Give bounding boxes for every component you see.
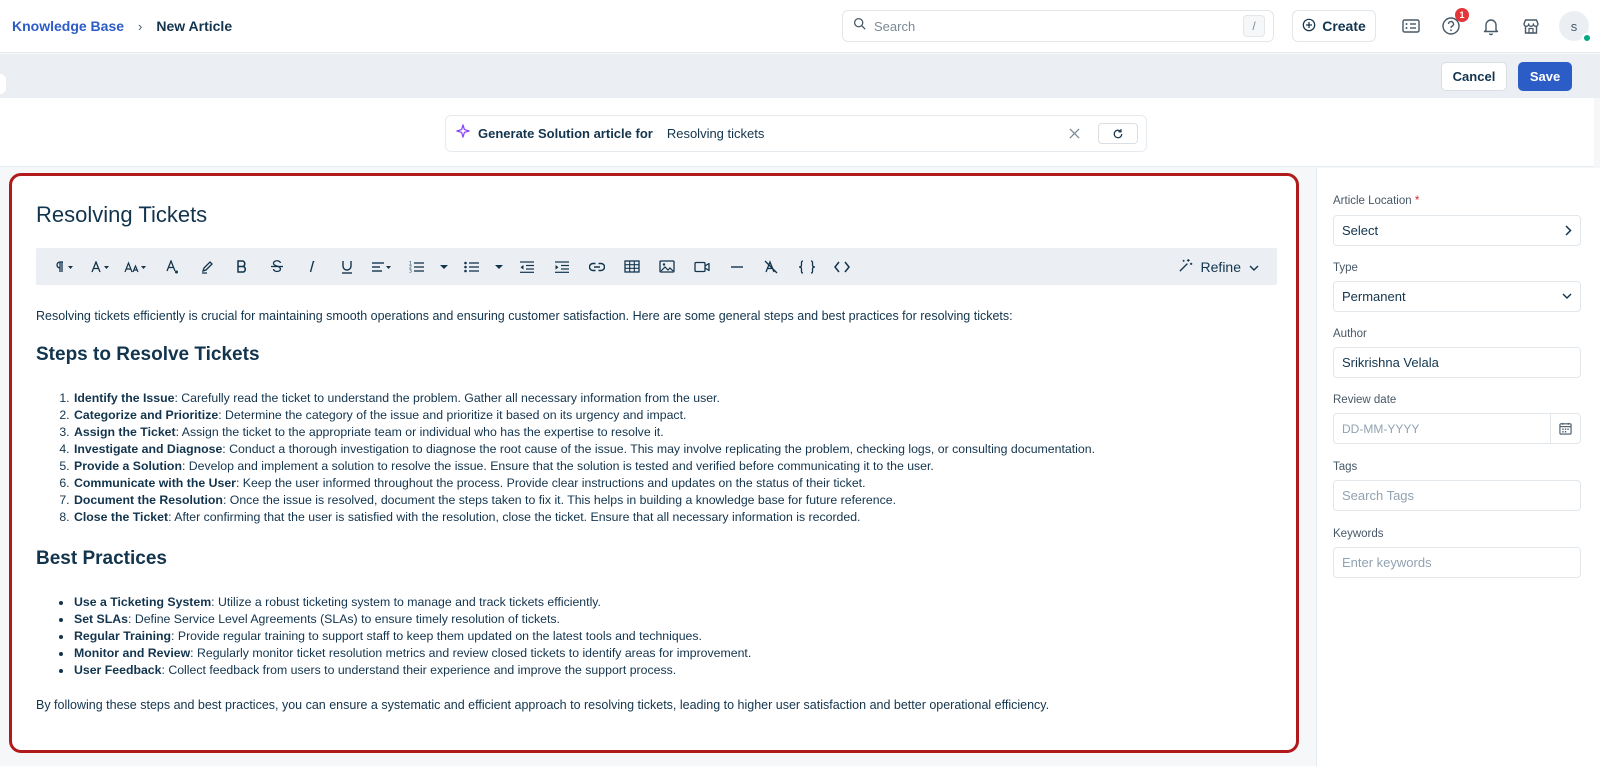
list-item bbox=[73, 611, 1276, 628]
breadcrumb-current: New Article bbox=[156, 18, 233, 34]
italic-icon[interactable] bbox=[294, 248, 329, 285]
global-search[interactable] bbox=[842, 10, 1274, 42]
list-item-text: : Once the issue is resolved, document the steps taken to fix it. This helps in building a knowledge base for future reference. bbox=[222, 493, 896, 507]
keywords-placeholder: Enter keywords bbox=[1342, 555, 1432, 570]
list-item bbox=[73, 509, 1276, 526]
article-title-input[interactable]: Resolving Tickets bbox=[36, 202, 208, 227]
list-item bbox=[73, 492, 1276, 509]
text-color-icon[interactable] bbox=[154, 248, 189, 285]
refresh-icon bbox=[1112, 128, 1124, 140]
table-icon[interactable] bbox=[614, 248, 649, 285]
article-location-value: Select bbox=[1342, 223, 1379, 238]
type-label: Type bbox=[1333, 262, 1358, 274]
list-item-text: : After confirming that the user is satisfied with the resolution, close the ticket. Ensure that all necessary information is recorded. bbox=[168, 510, 861, 524]
list-item-term: Set SLAs bbox=[74, 612, 128, 626]
sparkle-icon bbox=[456, 124, 470, 143]
list-item-term: Use a Ticketing System bbox=[74, 595, 212, 609]
underline-icon[interactable] bbox=[329, 248, 364, 285]
video-icon[interactable] bbox=[684, 248, 719, 285]
indent-icon[interactable] bbox=[544, 248, 579, 285]
steps-heading: Steps to Resolve Tickets bbox=[36, 344, 260, 365]
top-bar bbox=[0, 0, 1600, 53]
list-item-term: Categorize and Prioritize bbox=[74, 408, 219, 422]
chevron-down-icon bbox=[1249, 259, 1259, 275]
search-input[interactable]: Search bbox=[874, 18, 916, 34]
save-button[interactable]: Save bbox=[1518, 62, 1572, 91]
code-block-icon[interactable] bbox=[789, 248, 824, 285]
list-item-text: : Conduct a thorough investigation to diagnose the root cause of the issue. This may involve replicating the problem, checking logs, or consulting documentation. bbox=[222, 442, 1095, 456]
type-value: Permanent bbox=[1342, 289, 1406, 304]
article-intro: Resolving tickets efficiently is crucial for maintaining smooth operations and ensuring customer satisfaction. Here are some general steps and best practices for resolving tickets: bbox=[36, 309, 1013, 323]
svg-text:1: 1 bbox=[408, 261, 412, 267]
ordered-list-icon[interactable] bbox=[399, 248, 434, 285]
steps-list bbox=[36, 390, 1276, 526]
tags-input[interactable] bbox=[1333, 480, 1581, 511]
review-date-label: Review date bbox=[1333, 394, 1397, 406]
create-label: Create bbox=[1322, 18, 1366, 34]
regenerate-button[interactable] bbox=[1098, 123, 1138, 144]
highlight-icon[interactable] bbox=[189, 248, 224, 285]
list-item-term: Provide a Solution bbox=[74, 459, 182, 473]
chevron-down-icon[interactable] bbox=[489, 248, 509, 285]
generate-article-bar bbox=[445, 115, 1147, 152]
bell-icon[interactable] bbox=[1479, 14, 1503, 38]
chevron-right-icon bbox=[1565, 216, 1572, 245]
cancel-button[interactable]: Cancel bbox=[1441, 62, 1507, 91]
font-size-icon[interactable] bbox=[118, 248, 154, 285]
article-editor bbox=[9, 173, 1299, 753]
article-body[interactable] bbox=[36, 308, 1276, 713]
clear-formatting-icon[interactable] bbox=[754, 248, 789, 285]
list-item bbox=[73, 424, 1276, 441]
article-location-select[interactable] bbox=[1333, 215, 1581, 246]
online-status-dot bbox=[1582, 33, 1592, 43]
list-item bbox=[73, 441, 1276, 458]
svg-text:3: 3 bbox=[408, 269, 412, 273]
list-item bbox=[73, 390, 1276, 407]
best-practices-list bbox=[36, 594, 1276, 679]
breadcrumb-knowledge-base[interactable]: Knowledge Base bbox=[12, 18, 125, 34]
refine-label: Refine bbox=[1200, 258, 1241, 275]
editor-toolbar bbox=[36, 248, 1277, 285]
list-item-term: Close the Ticket bbox=[74, 510, 169, 524]
chevron-down-icon[interactable] bbox=[434, 248, 454, 285]
list-item bbox=[73, 645, 1276, 662]
article-properties-panel bbox=[1316, 168, 1600, 766]
link-icon[interactable] bbox=[579, 248, 614, 285]
review-date-placeholder: DD-MM-YYYY bbox=[1342, 421, 1420, 436]
list-item-term: User Feedback bbox=[74, 663, 162, 677]
bold-icon[interactable] bbox=[224, 248, 259, 285]
image-icon[interactable] bbox=[649, 248, 684, 285]
list-item bbox=[73, 475, 1276, 492]
list-item-term: Document the Resolution bbox=[74, 493, 223, 507]
article-conclusion: By following these steps and best practices, you can ensure a systematic and efficient approach to resolving tickets, leading to higher user satisfaction and better operational efficiency. bbox=[36, 698, 1050, 712]
plus-circle-icon bbox=[1302, 18, 1316, 35]
list-item bbox=[73, 407, 1276, 424]
list-item-term: Identify the Issue bbox=[74, 391, 175, 405]
list-item-term: Monitor and Review bbox=[74, 646, 191, 660]
tags-placeholder: Search Tags bbox=[1342, 488, 1415, 503]
list-item-term: Communicate with the User bbox=[74, 476, 236, 490]
list-item-term: Regular Training bbox=[74, 629, 172, 643]
keywords-label: Keywords bbox=[1333, 528, 1384, 540]
outdent-icon[interactable] bbox=[509, 248, 544, 285]
review-date-input[interactable] bbox=[1333, 413, 1581, 444]
store-icon[interactable] bbox=[1519, 14, 1543, 38]
list-item-text: : Keep the user informed throughout the process. Provide clear instructions and updates on the status of their ticket. bbox=[235, 476, 866, 490]
ticket-list-icon[interactable] bbox=[1399, 14, 1423, 38]
help-badge: 1 bbox=[1455, 8, 1469, 22]
list-item-text: : Carefully read the ticket to understand the problem. Gather all necessary information from the user. bbox=[174, 391, 720, 405]
help-icon[interactable] bbox=[1439, 10, 1465, 38]
chevron-right-icon: › bbox=[138, 18, 143, 34]
panel-collapse-handle[interactable] bbox=[0, 74, 6, 94]
bullet-list-icon[interactable] bbox=[454, 248, 489, 285]
keywords-input[interactable] bbox=[1333, 547, 1581, 578]
author-label: Author bbox=[1333, 328, 1367, 340]
list-item-term: Assign the Ticket bbox=[74, 425, 176, 439]
author-value: Srikrishna Velala bbox=[1342, 355, 1439, 370]
list-item-text: : Utilize a robust ticketing system to manage and track tickets efficiently. bbox=[211, 595, 601, 609]
align-icon[interactable] bbox=[364, 248, 399, 285]
list-item-text: : Determine the category of the issue and prioritize it based on its urgency and impact. bbox=[218, 408, 687, 422]
search-shortcut-key: / bbox=[1243, 15, 1265, 37]
required-marker: * bbox=[1414, 195, 1420, 207]
close-icon[interactable] bbox=[1064, 128, 1084, 139]
best-practices-heading: Best Practices bbox=[36, 548, 167, 569]
tags-label: Tags bbox=[1333, 461, 1358, 473]
list-item bbox=[73, 594, 1276, 611]
list-item-term: Investigate and Diagnose bbox=[74, 442, 223, 456]
generate-label: Generate Solution article for bbox=[478, 126, 653, 141]
paragraph-format-icon[interactable] bbox=[46, 248, 82, 285]
list-item bbox=[73, 458, 1276, 475]
search-icon bbox=[853, 17, 866, 35]
list-item bbox=[73, 628, 1276, 645]
create-button[interactable] bbox=[1292, 10, 1376, 42]
avatar-initial: s bbox=[1570, 18, 1578, 34]
article-location-label: Article Location * bbox=[1333, 195, 1420, 207]
magic-wand-icon bbox=[1178, 258, 1193, 276]
source-code-icon[interactable] bbox=[824, 248, 859, 285]
list-item-text: : Assign the ticket to the appropriate team or individual who has the expertise to resolve it. bbox=[175, 425, 664, 439]
refine-button[interactable] bbox=[1178, 248, 1259, 285]
action-bar bbox=[0, 54, 1600, 98]
list-item-text: : Develop and implement a solution to resolve the issue. Ensure that the solution is tested and verified before communicating it to the user. bbox=[181, 459, 934, 473]
strikethrough-icon[interactable] bbox=[259, 248, 294, 285]
list-item-text: : Collect feedback from users to understand their experience and improve the support process. bbox=[161, 663, 677, 677]
list-item-text: : Provide regular training to support staff to keep them updated on the latest tools and techniques. bbox=[171, 629, 702, 643]
horizontal-rule-icon[interactable] bbox=[719, 248, 754, 285]
breadcrumb bbox=[0, 18, 232, 34]
type-select[interactable] bbox=[1333, 281, 1581, 312]
font-family-icon[interactable] bbox=[82, 248, 118, 285]
user-avatar[interactable] bbox=[1559, 11, 1589, 41]
generate-topic-input[interactable]: Resolving tickets bbox=[666, 126, 765, 141]
list-item-text: : Regularly monitor ticket resolution metrics and review closed tickets to identify areas for improvement. bbox=[190, 646, 752, 660]
author-field[interactable] bbox=[1333, 347, 1581, 378]
svg-text:2: 2 bbox=[408, 265, 412, 271]
list-item bbox=[73, 662, 1276, 679]
calendar-icon[interactable] bbox=[1550, 414, 1580, 443]
chevron-down-icon bbox=[1562, 282, 1572, 311]
list-item-text: : Define Service Level Agreements (SLAs) to ensure timely resolution of tickets. bbox=[128, 612, 560, 626]
